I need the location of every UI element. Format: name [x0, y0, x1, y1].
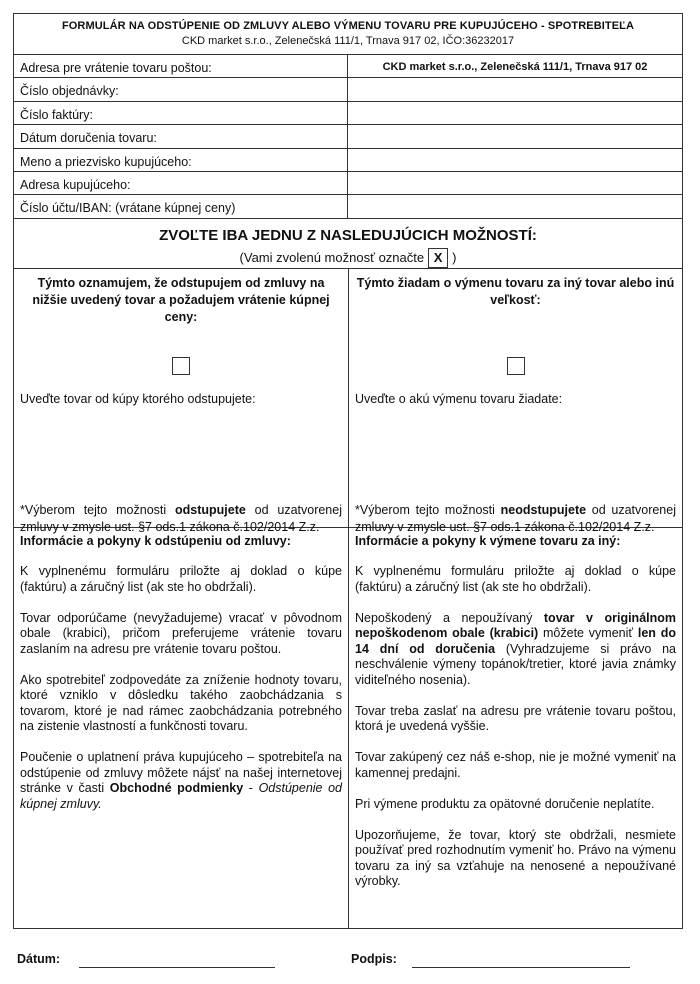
info-paragraph: K vyplnenému formuláru priložte aj doklad o kúpe (faktúru) a záručný list (ak ste ho obdržali).: [355, 564, 676, 594]
options-section: [14, 269, 682, 534]
exchange-info: [348, 528, 682, 928]
instruction-text: (Vami zvolenú možnosť označte: [239, 250, 425, 266]
withdrawal-checkbox[interactable]: [172, 357, 190, 375]
field-label: Číslo účtu/IBAN: (vrátane kúpnej ceny): [14, 195, 348, 217]
buyer-name-row: [14, 149, 682, 172]
note-emphasis: odstupujete: [174, 502, 246, 517]
info-section: [14, 528, 682, 928]
withdrawal-option-title: Týmto oznamujem, že odstupujem od zmluvy na nižšie uvedený tovar a požadujem vrátenie kúpnej ceny:: [32, 275, 330, 324]
withdrawal-prompt: Uveďte tovar od kúpy ktorého odstupujete:: [20, 391, 256, 406]
terms-link-text: Obchodné podmienky: [109, 781, 244, 796]
withdrawal-info-title: Informácie a pokyny k odstúpeniu od zmluvy:: [20, 533, 291, 548]
company-info: CKD market s.r.o., Zelenečská 111/1, Trnava 917 02, IČO:36232017: [181, 35, 515, 47]
info-emphasis: len do 14 dní od doručenia: [355, 626, 676, 656]
exchange-checkbox[interactable]: [507, 357, 525, 375]
info-paragraph: [20, 750, 342, 812]
info-text: -: [243, 781, 259, 796]
iban-field[interactable]: [348, 195, 682, 217]
exchange-option-title: Týmto žiadam o výmenu tovaru za iný tovar alebo inú veľkosť:: [356, 275, 675, 307]
exchange-prompt: Uveďte o akú výmenu tovaru žiadate:: [355, 391, 563, 406]
field-label: Meno a priezvisko kupujúceho:: [14, 149, 348, 171]
field-label: Číslo objednávky:: [14, 78, 348, 100]
instruction-close: ): [452, 250, 457, 266]
note-text: *Výberom tejto možnosti: [20, 502, 175, 517]
note-text: *Výberom tejto možnosti: [355, 502, 501, 517]
field-label: Adresa kupujúceho:: [14, 172, 348, 194]
info-text: (Vyhradzujeme si právo na neschválenie výmeny topánok/tretier, ktoré javia známky viditeľného nosenia).: [355, 641, 676, 687]
date-label: Dátum:: [17, 952, 61, 966]
info-paragraph: Ako spotrebiteľ zodpovedáte za zníženie hodnoty tovaru, ktoré vzniklo v dôsledku takého zaobchádzania s tovarom, ktoré je nad rámec zaobchádzania potrebného na zistenie vlastností a funkčnosti tovaru.: [20, 672, 342, 734]
note-emphasis: neodstupujete: [500, 502, 587, 517]
signature-label: Podpis:: [351, 952, 397, 966]
withdrawal-section-text: Odstúpenie od kúpnej zmluvy.: [20, 781, 343, 811]
buyer-address-field[interactable]: [348, 172, 682, 194]
choose-option-section: [14, 219, 682, 269]
date-line[interactable]: [79, 967, 275, 968]
order-number-row: [14, 78, 682, 101]
field-label: Číslo faktúry:: [14, 102, 348, 124]
withdrawal-form: [13, 13, 683, 929]
buyer-address-row: [14, 172, 682, 195]
info-paragraph: Tovar zakúpený cez náš e-shop, nie je možné vymeniť na kamennej predajni.: [355, 750, 676, 780]
info-paragraph: Upozorňujeme, že tovar, ktorý ste obdržali, nesmiete používať pred rozhodnutím vymeniť ho. Právo na výmenu tovaru za iný sa vzťahuje na nenosené a nepoužívané výrobky.: [355, 827, 676, 889]
field-label: Adresa pre vrátenie tovaru poštou:: [14, 55, 348, 77]
info-paragraph: K vyplnenému formuláru priložte aj doklad o kúpe (faktúru) a záručný list (ak ste ho obdržali).: [20, 564, 342, 594]
info-paragraph: Pri výmene produktu za opätovné doručenie neplatíte.: [355, 796, 655, 811]
form-header: [14, 14, 682, 55]
iban-row: [14, 195, 682, 218]
field-label: Dátum doručenia tovaru:: [14, 125, 348, 147]
note-text: od uzatvorenej zmluvy v zmysle ust. §7 ods.1 zákona č.102/2014 Z.z.: [20, 502, 342, 534]
form-title: FORMULÁR NA ODSTÚPENIE OD ZMLUVY ALEBO VÝMENU TOVARU PRE KUPUJÚCEHO - SPOTREBITEĽA: [61, 20, 635, 32]
withdrawal-option: [14, 269, 348, 534]
choose-instruction: [14, 248, 682, 268]
exchange-info-title: Informácie a pokyny k výmene tovaru za iný:: [355, 533, 621, 548]
info-paragraph: Tovar odporúčame (nevyžadujeme) vracať v pôvodnom obale (krabici), pričom preferujeme vrátenie tovaru zaslaním na adresu pre vrátenie tovaru poštou.: [20, 610, 342, 656]
invoice-number-field[interactable]: [348, 102, 682, 124]
info-paragraph: [355, 611, 676, 689]
return-address-row: [14, 55, 682, 78]
buyer-name-field[interactable]: [348, 149, 682, 171]
delivery-date-row: [14, 125, 682, 148]
info-text: Nepoškodený a nepoužívaný: [355, 610, 544, 625]
choose-heading: ZVOĽTE IBA JEDNU Z NASLEDUJÚCICH MOŽNOSTÍ:: [159, 226, 537, 244]
order-number-field[interactable]: [348, 78, 682, 100]
invoice-number-row: [14, 102, 682, 125]
exchange-option: [348, 269, 682, 534]
signature-line[interactable]: [412, 967, 630, 968]
note-text: od uzatvorenej zmluvy v zmysle ust. §7 ods.1 zákona č.102/2014 Z.z.: [355, 502, 676, 534]
return-address-value: CKD market s.r.o., Zelenečská 111/1, Trnava 917 02: [382, 61, 648, 73]
info-paragraph: Tovar treba zaslať na adresu pre vrátenie tovaru poštou, ktorá je uvedená vyššie.: [355, 703, 676, 734]
withdrawal-info: [14, 528, 348, 928]
info-text: môžete vymeniť: [538, 626, 638, 641]
delivery-date-field[interactable]: [348, 125, 682, 147]
info-text: Poučenie o uplatnení práva kupujúceho – spotrebiteľa na odstúpenie od zmluvy môžete nájsť na našej internetovej stránke v časti: [20, 750, 342, 796]
info-emphasis: tovar v originálnom nepoškodenom obale (krabici): [355, 610, 677, 641]
example-mark-box: X: [428, 248, 448, 268]
